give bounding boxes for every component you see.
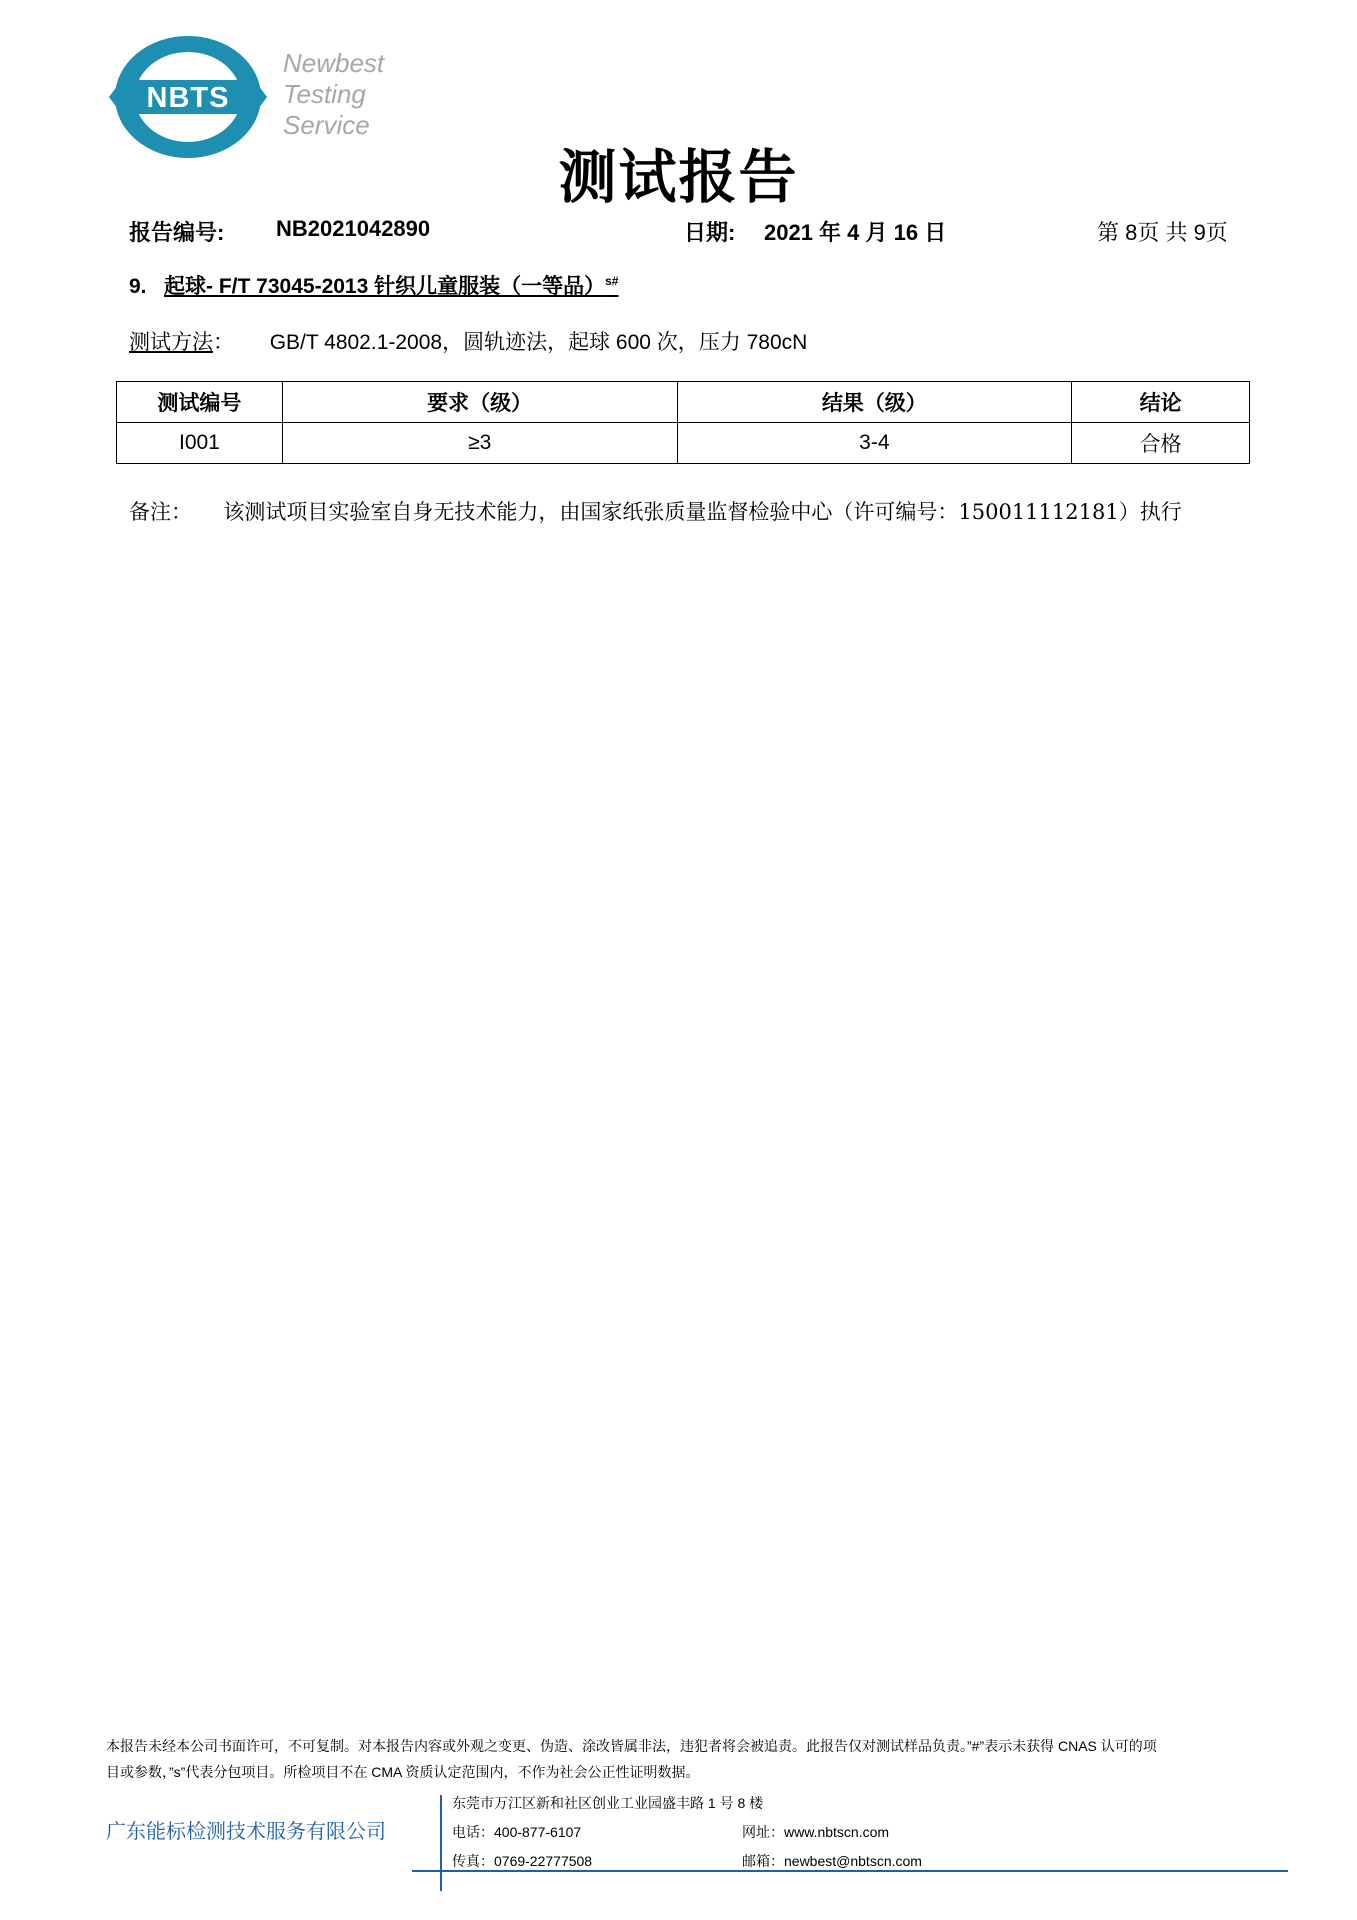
logo-side-line-3: Service <box>283 110 370 140</box>
company-address: 东莞市万江区新和社区创业工业园盛丰路 1 号 8 楼 <box>452 1795 764 1811</box>
logo-side-line-1: Newbest <box>283 48 385 78</box>
section-superscript: s# <box>605 274 619 288</box>
col-header-result: 结果（级） <box>677 382 1072 423</box>
footer-disclaimer <box>106 1733 1266 1785</box>
section-heading <box>129 270 618 300</box>
remark-text: 该测试项目实验室自身无技术能力，由国家纸张质量监督检验中心（许可编号：150011112181）执行 <box>223 500 1182 524</box>
date-label: 日期: <box>684 220 736 245</box>
section-number: 9. <box>129 275 147 298</box>
method-value: GB/T 4802.1-2008，圆轨迹法，起球 600 次，压力 780cN <box>269 331 808 354</box>
logo-text: NBTS <box>146 82 230 114</box>
report-date: 2021 年 4 月 16 日 <box>764 220 947 245</box>
col-header-conclusion: 结论 <box>1072 382 1250 423</box>
section-title: 起球- F/T 73045-2013 针织儿童服装（一等品）$^{s\#}$ <box>164 274 619 298</box>
report-no-label: 报告编号: <box>129 220 225 245</box>
cell-test-no: I001 <box>117 423 283 464</box>
report-title: 测试报告 <box>558 143 799 211</box>
col-header-requirement: 要求（级） <box>282 382 677 423</box>
col-header-test-no: 测试编号 <box>117 382 283 423</box>
test-method <box>129 326 807 356</box>
remark-label: 备注： <box>129 500 192 524</box>
report-no: NB2021042890 <box>276 216 431 241</box>
company-website: 网址：www.nbtscn.com <box>742 1824 890 1840</box>
table-header-row <box>117 382 1250 423</box>
disclaimer-line-2: 目或参数，”s”代表分包项目。所检项目不在 CMA 资质认定范围内，不作为社会公正性证明数据。 <box>106 1764 700 1780</box>
company-phone: 电话：400-877-6107 <box>452 1824 582 1840</box>
method-label: 测试方法 <box>129 330 213 354</box>
disclaimer-line-1: 本报告未经本公司书面许可，不可复制。对本报告内容或外观之变更、伪造、涂改皆属非法，违犯者将会被追责。此报告仅对测试样品负责。”#”表示未获得 CNAS 认可的项 <box>106 1738 1157 1754</box>
company-fax: 传真：0769-22777508 <box>452 1853 593 1869</box>
method-colon: ： <box>213 331 234 354</box>
logo-side-line-2: Testing <box>283 79 366 109</box>
cell-conclusion: 合格 <box>1072 423 1250 464</box>
table-row <box>117 423 1250 464</box>
remark <box>129 496 1182 526</box>
company-email: 邮箱：newbest@nbtscn.com <box>742 1853 922 1869</box>
cell-requirement: ≥3 <box>282 423 677 464</box>
page-info: 第 8页 共 9页 <box>1097 220 1228 245</box>
result-table <box>116 381 1250 464</box>
footer-vertical-divider <box>440 1795 442 1891</box>
cell-result: 3-4 <box>677 423 1072 464</box>
company-name: 广东能标检测技术服务有限公司 <box>106 1819 386 1843</box>
logo-side-text <box>283 48 384 141</box>
